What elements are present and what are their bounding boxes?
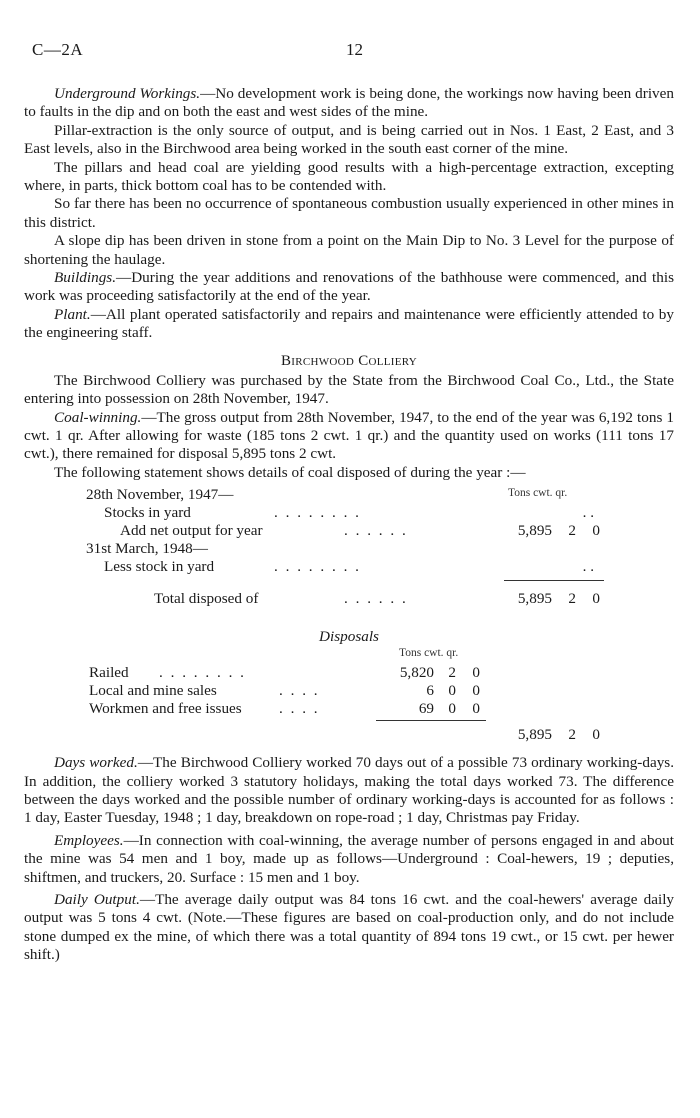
disposals-label: Railed <box>89 664 129 682</box>
qr-value: 0 <box>592 590 600 608</box>
paragraph-lead: Employees. <box>54 831 124 849</box>
paragraph-days-worked <box>24 754 674 828</box>
leader-dots: . . . . . . . . <box>274 558 361 576</box>
cwt-value: 2 <box>568 726 576 744</box>
tons-value: 5,895 <box>517 726 552 744</box>
paragraph-buildings <box>24 269 674 306</box>
paragraph-spontaneous-combustion: So far there has been no occurrence of spontaneous combustion usually experienced in other mines in this district. <box>24 195 674 231</box>
tons-value: 6 <box>426 682 434 700</box>
paragraph-slope-dip: A slope dip has been driven in stone from a point on the Main Dip to No. 3 Level for the purpose of shortening the haulage. <box>24 232 674 268</box>
statement-table <box>24 484 674 624</box>
tons-value: 5,895 <box>517 522 552 540</box>
column-headers: Tons cwt. qr. <box>399 647 459 660</box>
cwt-value: 2 <box>568 590 576 608</box>
paragraph-text: —During the year additions and renovations of the bathhouse were commenced, and this work was proceeding satisfactorily at the end of the year. <box>24 269 674 305</box>
cwt-value: 0 <box>448 682 456 700</box>
qr-value: 0 <box>472 700 480 718</box>
sum-rule <box>376 720 486 721</box>
paragraph-employees <box>24 832 674 887</box>
tons-value: 5,895 <box>517 590 552 608</box>
statement-date-label: 31st March, 1948— <box>86 540 208 558</box>
leader-dots: . . . . <box>279 682 320 700</box>
disposals-label: Local and mine sales <box>89 682 217 700</box>
paragraph-text: —The average daily output was 84 tons 16 cwt. and the coal-hewers' average daily output was 5 tons 4 cwt. (Note.—These figures are based on coal-production only, and do not include stone dumped ex the mine, of which there was a total quantity of 894 tons 19 cwt., or 15 cwt. per hewer shift.) <box>24 890 675 964</box>
paragraph-pillar-extraction: Pillar-extraction is the only source of output, and is being carried out in Nos. 1 East, 2 East, and 3 East levels, also in the Birchwood area being worked in the south east corner of the mine. <box>24 121 674 158</box>
disposals-row <box>24 664 674 682</box>
tons-value: 69 <box>418 700 434 718</box>
leader-dots: . . . . . . . . <box>274 504 361 522</box>
sum-rule <box>504 580 604 581</box>
statement-row-less <box>24 558 674 576</box>
paragraph-text: —The gross output from 28th November, 1947, to the end of the year was 6,192 tons 1 cwt. 1 qr. After allowing for waste (185 tons 2 cwt. 1 qr.) and the quantity used on works (111 tons 17 cwt.), there remained for disposal 5,895 tons 2 cwt. <box>24 408 674 463</box>
paragraph-daily-output <box>24 891 674 965</box>
leader-dots: . . . . <box>279 700 320 718</box>
paragraph-text: —In connection with coal-winning, the average number of persons engaged in and about the mine was 54 men and 1 boy, made up as follows—Underground : Coal-hewers, 19 ; deputies, shiftmen, and truckers, 20. Surface : 15 men and 1 boy. <box>24 831 674 886</box>
qr-value: 0 <box>592 522 600 540</box>
cwt-value: 2 <box>568 522 576 540</box>
statement-label: Add net output for year <box>120 522 263 540</box>
statement-label: Total disposed of <box>154 590 259 608</box>
paragraph-lead: Plant. <box>54 305 91 323</box>
disposals-title: Disposals <box>319 628 379 646</box>
tons-value: 5,820 <box>399 664 434 682</box>
paragraph-pillars-head-coal: The pillars and head coal are yielding good results with a high-percentage extraction, excepting where, in parts, thick bottom coal has to be contended with. <box>24 158 674 195</box>
disposals-total-row <box>24 726 674 744</box>
paragraph-plant <box>24 306 674 343</box>
qr-value: 0 <box>592 726 600 744</box>
paragraph-lead: Buildings. <box>54 269 117 287</box>
page-number: 12 <box>346 40 363 59</box>
paragraph-purchase: The Birchwood Colliery was purchased by the State from the Birchwood Coal Co., Ltd., the State entering into possession on 28th November, 1947. <box>24 371 674 408</box>
paragraph-lead: Days worked. <box>54 754 138 772</box>
paragraph-lead: Daily Output. <box>54 890 140 908</box>
report-code: C—2A <box>32 40 84 59</box>
section-title: Birchwood Colliery <box>280 352 418 369</box>
statement-label: Stocks in yard <box>104 504 191 522</box>
statement-row-stocks <box>24 504 674 522</box>
statement-row-date1 <box>24 486 674 504</box>
qr-value: 0 <box>472 682 480 700</box>
paragraph-coal-winning <box>24 409 674 464</box>
statement-label: Less stock in yard <box>104 558 215 576</box>
page-header <box>24 40 674 80</box>
statement-value: . . <box>582 504 594 522</box>
paragraph-text: —All plant operated satisfactorily and repairs and maintenance were efficiently attended to by the engineering staff. <box>24 305 674 342</box>
page-body <box>24 85 674 965</box>
statement-row-add-net <box>24 522 674 540</box>
paragraph-statement-intro: The following statement shows details of coal disposed of during the year :— <box>54 463 526 481</box>
cwt-value: 2 <box>448 664 456 682</box>
cwt-value: 0 <box>448 700 456 718</box>
column-headers: Tons cwt. qr. <box>508 487 568 500</box>
statement-value: . . <box>582 558 594 576</box>
leader-dots: . . . . . . <box>344 522 408 540</box>
paragraph-underground-workings <box>24 85 674 122</box>
disposals-row <box>24 682 674 700</box>
statement-date-label: 28th November, 1947— <box>86 486 234 504</box>
statement-row-total <box>24 590 674 608</box>
document-page <box>24 40 675 964</box>
paragraph-lead: Underground Workings. <box>54 85 201 102</box>
disposals-label: Workmen and free issues <box>89 700 242 718</box>
disposals-row <box>24 700 674 718</box>
paragraph-text: —The Birchwood Colliery worked 70 days out of a possible 73 ordinary working-days. In addition, the colliery worked 3 statutory holidays, making the total days worked 73. The difference between the days worked and the possible number of ordinary working-days is accounted for as follows : 1 day, Easter Tuesday, 1948 ; 1 day, breakdown on rope-road ; 1 day, Christmas pay Friday. <box>24 754 674 827</box>
disposals-header-row <box>24 646 674 664</box>
qr-value: 0 <box>472 664 480 682</box>
leader-dots: . . . . . . <box>344 590 408 608</box>
paragraph-lead: Coal-winning. <box>54 408 142 426</box>
leader-dots: . . . . . . . . <box>159 664 246 682</box>
disposals-table <box>24 646 674 754</box>
statement-row-date2 <box>24 540 674 558</box>
paragraph-text: —No development work is being done, the workings now having been driven to faults in the dip and on both the east and west sides of the mine. <box>24 85 674 121</box>
